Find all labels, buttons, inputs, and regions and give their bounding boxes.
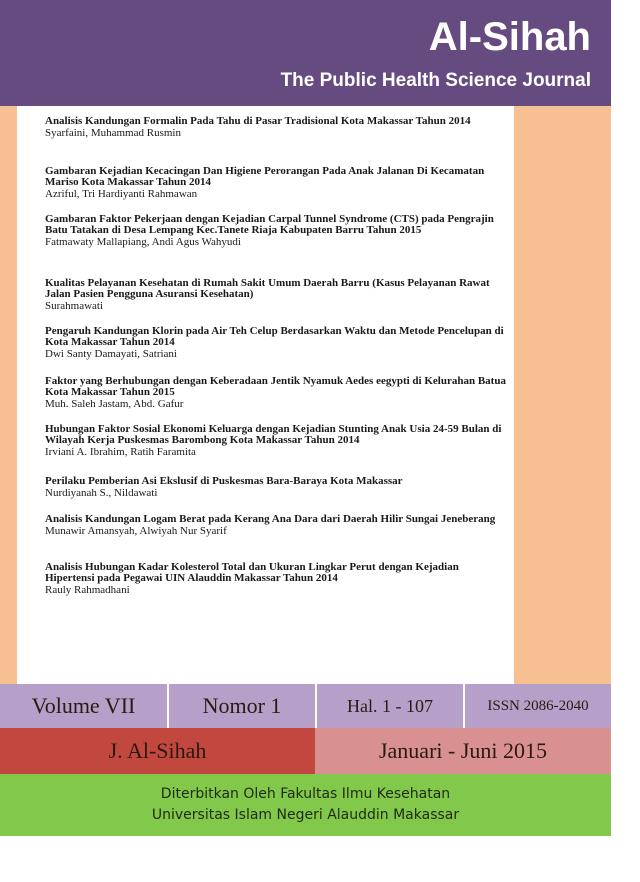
article-authors: Rauly Rahmadhani	[45, 584, 130, 596]
volume-label: Volume VII	[31, 693, 136, 718]
article-title: Pengaruh Kandungan Klorin pada Air Teh Celup Berdasarkan Waktu dan Metode Pencelupan di Kota Makassar Tahun 2014	[45, 325, 504, 348]
table-of-contents	[17, 106, 514, 684]
article-authors: Munawir Amansyah, Alwiyah Nur Syarif	[45, 525, 227, 537]
list-item	[45, 166, 510, 201]
article-authors: Syarfaini, Muhammad Rusmin	[45, 127, 181, 139]
article-title: Analisis Kandungan Formalin Pada Tahu di Pasar Tradisional Kota Makassar Tahun 2014	[45, 115, 471, 127]
pages-label: Hal. 1 - 107	[347, 695, 433, 716]
article-authors: Azriful, Tri Hardiyanti Rahmawan	[45, 188, 198, 200]
publisher-line-1: Diterbitkan Oleh Fakultas Ilmu Kesehatan	[160, 786, 451, 802]
journal-title: Al-Sihah	[428, 15, 591, 59]
article-authors: Muh. Saleh Jastam, Abd. Gafur	[45, 398, 184, 410]
article-title: Faktor yang Berhubungan dengan Keberadaan Jentik Nyamuk Aedes eegypti di Kelurahan Batua Kota Makassar Tahun 2015	[45, 375, 506, 398]
article-title: Gambaran Kejadian Kecacingan Dan Higiene Perorangan Pada Anak Jalanan Di Kecamatan Mariso Kota Makassar Tahun 2014	[45, 165, 485, 188]
list-item	[45, 376, 510, 411]
left-stripe	[0, 106, 17, 684]
list-item	[45, 562, 510, 597]
list-item	[45, 514, 510, 538]
journal-header	[0, 0, 611, 106]
article-authors: Surahmawati	[45, 300, 104, 312]
article-title: Hubungan Faktor Sosial Ekonomi Keluarga dengan Kejadian Stunting Anak Usia 24-59 Bulan di Wilayah Kerja Puskesmas Barombong Kota Makassar Tahun 2014	[45, 423, 502, 446]
list-item	[45, 424, 510, 459]
article-authors: Dwi Santy Damayati, Satriani	[45, 348, 177, 360]
journal-abbrev: J. Al-Sihah	[108, 738, 207, 763]
list-item	[45, 278, 510, 313]
article-title: Analisis Kandungan Logam Berat pada Kerang Ana Dara dari Daerah Hilir Sungai Jeneberang	[45, 513, 496, 525]
article-title: Analisis Hubungan Kadar Kolesterol Total dan Ukuran Lingkar Perut dengan Kejadian Hipertensi pada Pegawai UIN Alauddin Makassar Tahun 2014	[45, 561, 459, 584]
number-label: Nomor 1	[202, 693, 282, 718]
publisher-line-2: Universitas Islam Negeri Alauddin Makassar	[151, 807, 460, 823]
article-title: Perilaku Pemberian Asi Ekslusif di Puskesmas Bara-Baraya Kota Makassar	[45, 475, 403, 487]
journal-subtitle: The Public Health Science Journal	[280, 70, 591, 91]
issn-label: ISSN 2086-2040	[487, 697, 589, 714]
article-title: Kualitas Pelayanan Kesehatan di Rumah Sakit Umum Daerah Barru (Kasus Pelayanan Rawat Jalan Pasien Pengguna Asuransi Kesehatan)	[45, 277, 490, 300]
list-item	[45, 214, 510, 249]
list-item	[45, 116, 510, 140]
article-authors: Irviani A. Ibrahim, Ratih Faramita	[45, 446, 196, 458]
list-item	[45, 326, 510, 361]
publication-period: Januari - Juni 2015	[378, 738, 548, 763]
article-authors: Nurdiyanah S., Nildawati	[45, 487, 158, 499]
publisher-band	[0, 774, 611, 836]
right-stripe	[514, 106, 611, 684]
article-authors: Fatmawaty Mallapiang, Andi Agus Wahyudi	[45, 236, 241, 248]
list-item	[45, 476, 510, 500]
article-title: Gambaran Faktor Pekerjaan dengan Kejadian Carpal Tunnel Syndrome (CTS) pada Pengrajin Batu Tatakan di Desa Lempang Kec.Tanete Riaja Kabupaten Barru Tahun 2015	[45, 213, 494, 236]
